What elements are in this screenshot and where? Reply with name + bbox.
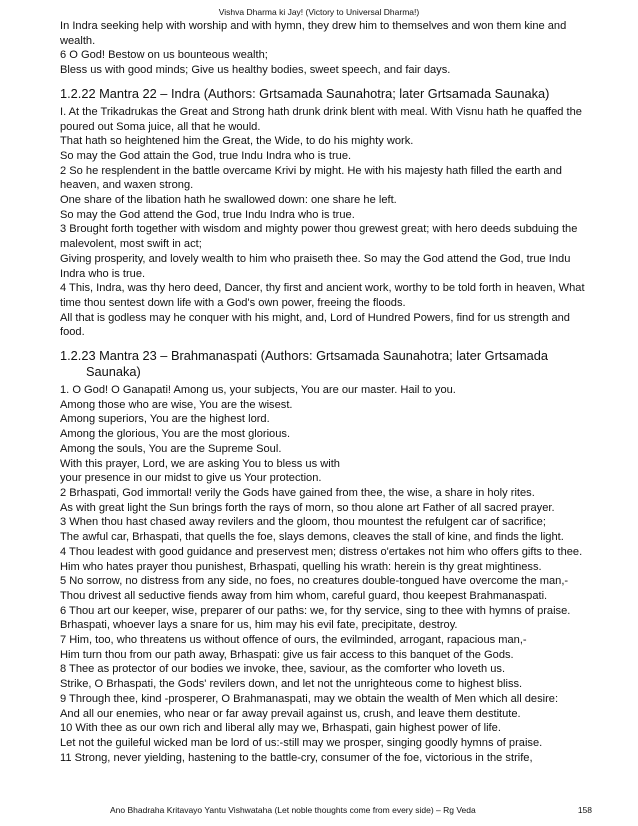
paragraph: Among the glorious, You are the most glorious.: [60, 428, 291, 441]
paragraph: With this prayer, Lord, we are asking You to bless us with: [60, 457, 340, 470]
paragraph: Among superiors, You are the highest lord.: [60, 413, 270, 426]
paragraph: 7 Him, too, who threatens us without offence of ours, the evilminded, arrogant, rapacious man,-: [60, 634, 527, 647]
paragraph: Bless us with good minds; Give us healthy bodies, sweet speech, and fair days.: [60, 64, 451, 77]
paragraph: Thou drivest all seductive fiends away from him whom, careful guard, thou keepest Brahmanaspati.: [60, 589, 548, 602]
paragraph: That hath so heightened him the Great, the Wide, to do his mighty work.: [60, 135, 414, 148]
paragraph: 9 Through thee, kind -prosperer, O Brahmanaspati, may we obtain the wealth of Men which all desire:: [60, 692, 559, 705]
paragraph: 1. O God! O Ganapati! Among us, your subjects, You are our master. Hail to you.: [60, 384, 456, 397]
paragraph: 5 No sorrow, no distress from any side, no foes, no creatures double-tongued have overcome the man,-: [60, 575, 569, 588]
paragraph: And all our enemies, who near or far away prevail against us, crush, and leave them destitute.: [60, 707, 521, 720]
section-heading: 1.2.22 Mantra 22 – Indra (Authors: Grtsamada Saunahotra; later Grtsamada Saunaka): [60, 85, 550, 101]
paragraph: 2 Brhaspati, God immortal! verily the Gods have gained from thee, the wise, a share in holy rites.: [60, 486, 535, 499]
paragraph: 8 Thee as protector of our bodies we invoke, thee, saviour, as the comforter who loveth us.: [60, 663, 506, 676]
paragraph: your presence in our midst to give us Your protection.: [60, 472, 322, 485]
paragraph: Giving prosperity, and lovely wealth to him who praiseth thee. So may the God attend the God, true Indu Indra who is true.: [60, 252, 571, 280]
paragraph: All that is godless may he conquer with his might, and, Lord of Hundred Powers, find for us strength and food.: [60, 311, 570, 339]
paragraph: 10 With thee as our own rich and liberal ally may we, Brhaspati, gain highest power of life.: [60, 722, 501, 735]
footer-quote: Ano Bhadraha Kritavayo Yantu Vishwataha (Let noble thoughts come from every side) – Rg Veda: [110, 805, 476, 815]
paragraph: In Indra seeking help with worship and with hymn, they drew him to themselves and won them kine and wealth.: [60, 20, 567, 47]
section-heading: 1.2.23 Mantra 23 – Brahmanaspati (Authors: Grtsamada Saunahotra; later Grtsamada Saunaka): [60, 348, 548, 380]
paragraph: One share of the libation hath he swallowed down: one share he left.: [60, 194, 397, 207]
paragraph: Among those who are wise, You are the wisest.: [60, 398, 293, 411]
paragraph: 6 Thou art our keeper, wise, preparer of our paths: we, for thy service, sing to thee with hymns of praise.: [60, 604, 571, 617]
paragraph: Among the souls, You are the Supreme Soul.: [60, 442, 282, 455]
paragraph: 3 Brought forth together with wisdom and mighty power thou grewest great; with hero deeds subduing the malevolent, most swift in act;: [60, 223, 578, 251]
running-header: Vishva Dharma ki Jay! (Victory to Universal Dharma!): [218, 7, 420, 17]
paragraph: So may the God attain the God, true Indu Indra who is true.: [60, 149, 352, 162]
page-body: [60, 19, 592, 765]
paragraph: Let not the guileful wicked man be lord of us:-still may we prosper, singing goodly hymns of praise.: [60, 736, 543, 749]
paragraph: Brhaspati, whoever lays a snare for us, him may his evil fate, precipitate, destroy.: [60, 619, 458, 632]
paragraph: 11 Strong, never yielding, hastening to the battle-cry, consumer of the foe, victorious in the strife,: [60, 751, 533, 764]
paragraph: 2 So he resplendent in the battle overcame Krivi by might. He with his majesty hath filled the earth and heaven, and waxen strong.: [60, 164, 562, 192]
paragraph: 4 This, Indra, was thy hero deed, Dancer, thy first and ancient work, worthy to be told forth in heaven, What time thou sentest down life with a God's own power, freeing the floods.: [60, 282, 585, 309]
page-number: 158: [577, 805, 592, 815]
paragraph: So may the God attend the God, true Indu Indra who is true.: [60, 208, 355, 221]
paragraph: 3 When thou hast chased away revilers and the gloom, thou mountest the refulgent car of sacrifice;: [60, 516, 546, 529]
paragraph: Him who hates prayer thou punishest, Brhaspati, quelling his wrath: herein is thy great mightiness.: [60, 560, 542, 573]
paragraph: Him turn thou from our path away, Brhaspati: give us fair access to this banquet of the Gods.: [60, 648, 514, 661]
paragraph: 6 O God! Bestow on us bounteous wealth;: [60, 49, 268, 62]
paragraph: Strike, O Brhaspati, the Gods' revilers down, and let not the unrighteous come to highest bliss.: [60, 678, 523, 691]
paragraph: I. At the Trikadrukas the Great and Strong hath drunk drink blent with meal. With Visnu hath he quaffed the poured out Soma juice, all that he would.: [60, 105, 582, 133]
paragraph: 4 Thou leadest with good guidance and preservest men; distress o'ertakes not him who offers gifts to thee.: [60, 545, 583, 558]
paragraph: As with great light the Sun brings forth the rays of morn, so thou alone art Father of all sacred prayer.: [60, 501, 555, 514]
paragraph: The awful car, Brhaspati, that quells the foe, slays demons, cleaves the stall of kine, and finds the light.: [60, 531, 564, 544]
